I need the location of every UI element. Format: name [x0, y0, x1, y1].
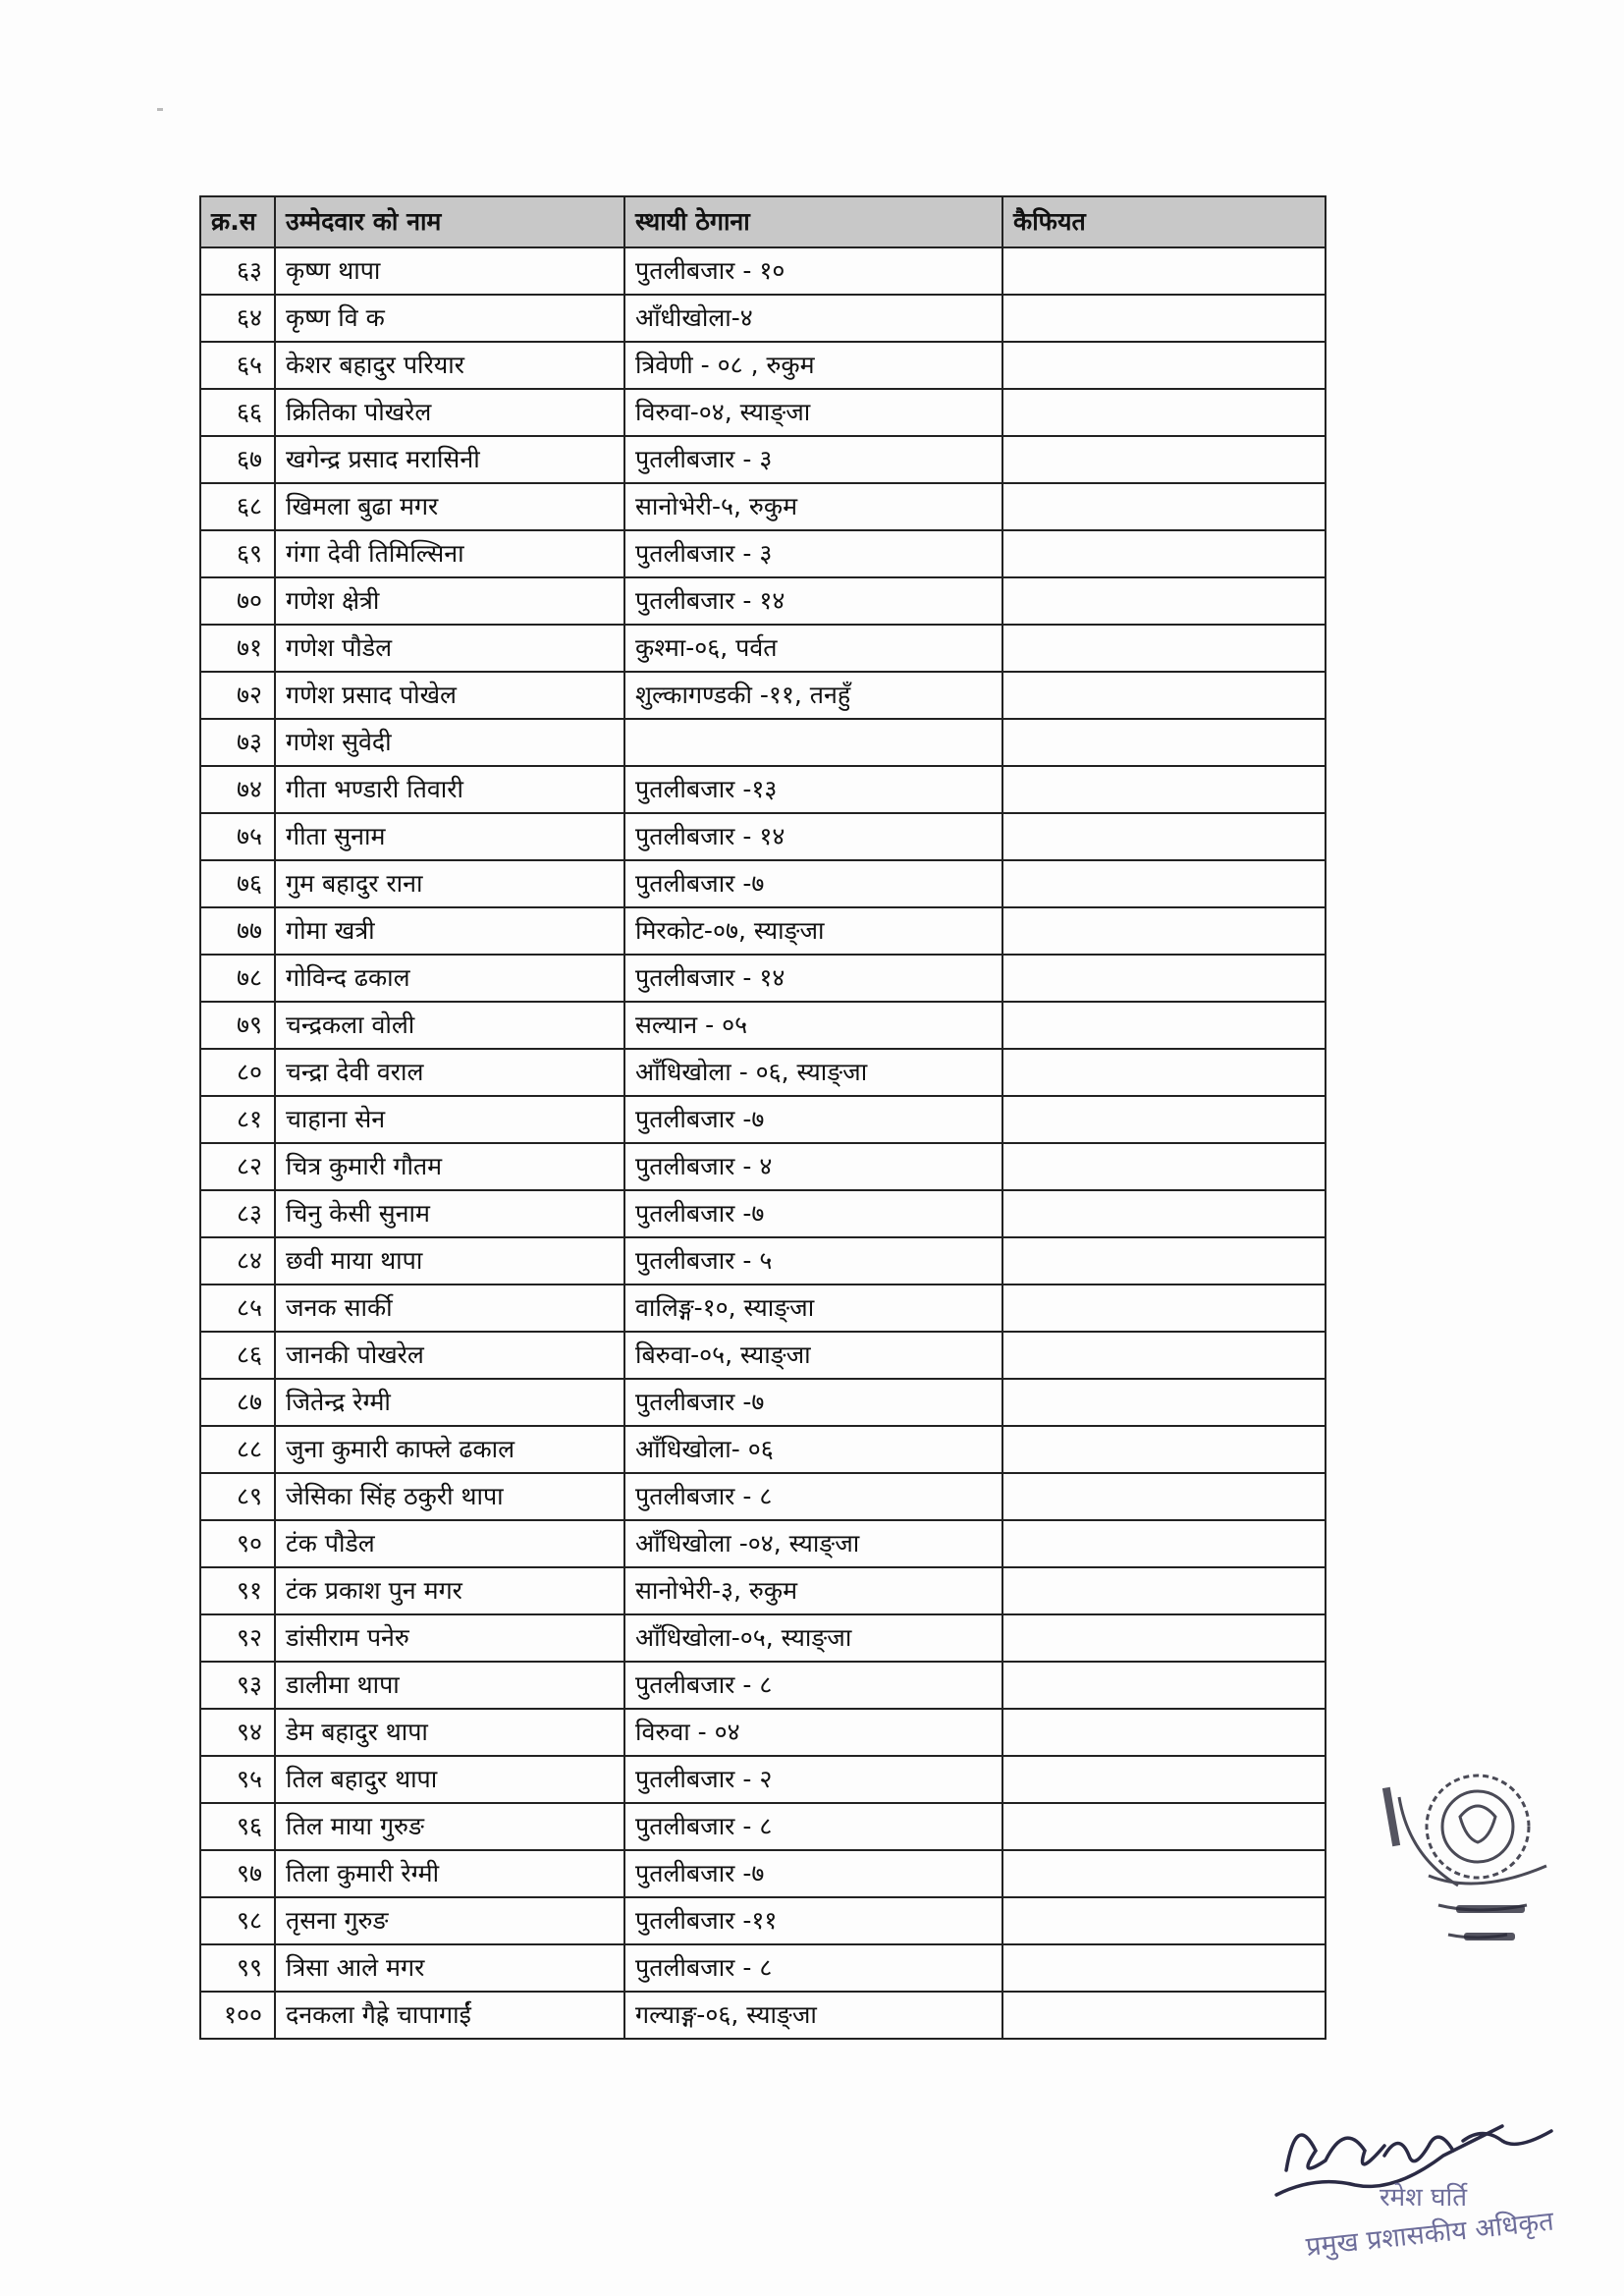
cell-remarks: [1002, 483, 1326, 530]
cell-name: जनक सार्की: [275, 1285, 624, 1332]
table-row: [200, 625, 1326, 672]
cell-remarks: [1002, 342, 1326, 389]
cell-serial: ८४: [200, 1237, 275, 1285]
cell-address: सल्यान - ०५: [624, 1002, 1002, 1049]
cell-remarks: [1002, 1756, 1326, 1803]
cell-name: गीता भण्डारी तिवारी: [275, 766, 624, 813]
table-header-row: [200, 196, 1326, 247]
cell-name: दनकला गैह्रे चापागाईं: [275, 1992, 624, 2039]
cell-name: चन्द्रा देवी वराल: [275, 1049, 624, 1096]
cell-remarks: [1002, 1662, 1326, 1709]
cell-name: टंक पौडेल: [275, 1520, 624, 1567]
table-row: [200, 1426, 1326, 1473]
table-row: [200, 1567, 1326, 1614]
cell-name: गोविन्द ढकाल: [275, 955, 624, 1002]
cell-serial: ६७: [200, 436, 275, 483]
cell-serial: ९८: [200, 1897, 275, 1944]
cell-name: खिमला बुढा मगर: [275, 483, 624, 530]
cell-name: तिल माया गुरुङ: [275, 1803, 624, 1850]
cell-address: पुतलीबजार - २: [624, 1756, 1002, 1803]
header-serial: क्र.स: [200, 196, 275, 247]
cell-name: चित्र कुमारी गौतम: [275, 1143, 624, 1190]
cell-address: पुतलीबजार -७: [624, 860, 1002, 907]
table-row: [200, 1190, 1326, 1237]
cell-serial: ९४: [200, 1709, 275, 1756]
cell-remarks: [1002, 1520, 1326, 1567]
table-row: [200, 1614, 1326, 1662]
header-remarks: कैफियत: [1002, 196, 1326, 247]
cell-address: पुतलीबजार - १४: [624, 813, 1002, 860]
cell-remarks: [1002, 1002, 1326, 1049]
cell-remarks: [1002, 1944, 1326, 1992]
table-row: [200, 1850, 1326, 1897]
cell-serial: ७४: [200, 766, 275, 813]
cell-name: तिल बहादुर थापा: [275, 1756, 624, 1803]
table-row: [200, 1520, 1326, 1567]
signatory-name: रमेश घर्ति: [1380, 2183, 1468, 2213]
table-row: [200, 907, 1326, 955]
table-row: [200, 1285, 1326, 1332]
cell-name: गीता सुनाम: [275, 813, 624, 860]
cell-remarks: [1002, 907, 1326, 955]
cell-address: पुतलीबजार - १४: [624, 955, 1002, 1002]
cell-remarks: [1002, 530, 1326, 577]
cell-address: विरुवा-०४, स्याङ्जा: [624, 389, 1002, 436]
cell-serial: ९५: [200, 1756, 275, 1803]
table-row: [200, 1049, 1326, 1096]
table-row: [200, 1143, 1326, 1190]
table-row: [200, 1803, 1326, 1850]
cell-remarks: [1002, 577, 1326, 625]
cell-address: पुतलीबजार - ८: [624, 1803, 1002, 1850]
cell-name: गोमा खत्री: [275, 907, 624, 955]
cell-name: तिला कुमारी रेग्मी: [275, 1850, 624, 1897]
cell-serial: ७६: [200, 860, 275, 907]
table-row: [200, 1944, 1326, 1992]
cell-name: चन्द्रकला वोली: [275, 1002, 624, 1049]
cell-address: कुश्मा-०६, पर्वत: [624, 625, 1002, 672]
cell-remarks: [1002, 766, 1326, 813]
cell-serial: ७०: [200, 577, 275, 625]
cell-address: पुतलीबजार - ३: [624, 436, 1002, 483]
table-row: [200, 577, 1326, 625]
table-row: [200, 1897, 1326, 1944]
cell-serial: ७५: [200, 813, 275, 860]
table-row: [200, 1662, 1326, 1709]
table-row: [200, 955, 1326, 1002]
cell-address: पुतलीबजार -११: [624, 1897, 1002, 1944]
cell-serial: ८३: [200, 1190, 275, 1237]
cell-name: केशर बहादुर परियार: [275, 342, 624, 389]
cell-address: सानोभेरी-५, रुकुम: [624, 483, 1002, 530]
cell-serial: ८९: [200, 1473, 275, 1520]
table-row: [200, 813, 1326, 860]
cell-name: जेसिका सिंह ठकुरी थापा: [275, 1473, 624, 1520]
cell-remarks: [1002, 389, 1326, 436]
cell-remarks: [1002, 1897, 1326, 1944]
cell-name: गणेश सुवेदी: [275, 719, 624, 766]
cell-name: कृष्ण थापा: [275, 247, 624, 295]
table-row: [200, 247, 1326, 295]
table-row: [200, 860, 1326, 907]
cell-name: चिनु केसी सुनाम: [275, 1190, 624, 1237]
cell-address: आँधिखोला -०४, स्याङ्जा: [624, 1520, 1002, 1567]
office-seal-stamp: [1370, 1758, 1576, 1964]
cell-name: जानकी पोखरेल: [275, 1332, 624, 1379]
cell-remarks: [1002, 1237, 1326, 1285]
table-row: [200, 483, 1326, 530]
cell-address: पुतलीबजार - ३: [624, 530, 1002, 577]
cell-serial: १००: [200, 1992, 275, 2039]
cell-serial: ८१: [200, 1096, 275, 1143]
table-row: [200, 389, 1326, 436]
cell-remarks: [1002, 436, 1326, 483]
cell-address: आँधीखोला-४: [624, 295, 1002, 342]
cell-name: जितेन्द्र रेग्मी: [275, 1379, 624, 1426]
cell-name: डालीमा थापा: [275, 1662, 624, 1709]
cell-address: आँधिखोला- ०६: [624, 1426, 1002, 1473]
cell-address: पुतलीबजार -७: [624, 1096, 1002, 1143]
table-row: [200, 1379, 1326, 1426]
cell-remarks: [1002, 1096, 1326, 1143]
cell-address: शुल्कागण्डकी -११, तनहुँ: [624, 672, 1002, 719]
cell-remarks: [1002, 955, 1326, 1002]
table-row: [200, 719, 1326, 766]
cell-address: आँधिखोला - ०६, स्याङ्जा: [624, 1049, 1002, 1096]
cell-address: पुतलीबजार -७: [624, 1379, 1002, 1426]
table-row: [200, 672, 1326, 719]
cell-serial: ८२: [200, 1143, 275, 1190]
table-row: [200, 1709, 1326, 1756]
cell-serial: ८५: [200, 1285, 275, 1332]
cell-name: कृष्ण वि क: [275, 295, 624, 342]
cell-name: गणेश क्षेत्री: [275, 577, 624, 625]
cell-remarks: [1002, 1850, 1326, 1897]
cell-remarks: [1002, 1049, 1326, 1096]
cell-name: गणेश प्रसाद पोखेल: [275, 672, 624, 719]
cell-remarks: [1002, 719, 1326, 766]
cell-remarks: [1002, 672, 1326, 719]
candidate-table: [199, 195, 1326, 2040]
table-row: [200, 1002, 1326, 1049]
cell-name: डेम बहादुर थापा: [275, 1709, 624, 1756]
cell-serial: ९२: [200, 1614, 275, 1662]
cell-remarks: [1002, 1567, 1326, 1614]
cell-address: पुतलीबजार -७: [624, 1850, 1002, 1897]
cell-address: पुतलीबजार - ५: [624, 1237, 1002, 1285]
cell-name: खगेन्द्र प्रसाद मरासिनी: [275, 436, 624, 483]
cell-address: पुतलीबजार - १०: [624, 247, 1002, 295]
cell-remarks: [1002, 1426, 1326, 1473]
cell-remarks: [1002, 1473, 1326, 1520]
cell-remarks: [1002, 1285, 1326, 1332]
cell-name: टंक प्रकाश पुन मगर: [275, 1567, 624, 1614]
table-row: [200, 766, 1326, 813]
cell-serial: ६९: [200, 530, 275, 577]
cell-remarks: [1002, 1992, 1326, 2039]
cell-serial: ९९: [200, 1944, 275, 1992]
cell-serial: ६८: [200, 483, 275, 530]
cell-address: पुतलीबजार - १४: [624, 577, 1002, 625]
table-row: [200, 1237, 1326, 1285]
cell-remarks: [1002, 1332, 1326, 1379]
cell-serial: ७१: [200, 625, 275, 672]
cell-remarks: [1002, 813, 1326, 860]
cell-serial: ६६: [200, 389, 275, 436]
table-row: [200, 1096, 1326, 1143]
cell-address: विरुवा - ०४: [624, 1709, 1002, 1756]
cell-name: क्रितिका पोखरेल: [275, 389, 624, 436]
cell-serial: ६३: [200, 247, 275, 295]
cell-serial: ७८: [200, 955, 275, 1002]
cell-name: छवी माया थापा: [275, 1237, 624, 1285]
cell-name: त्रिसा आले मगर: [275, 1944, 624, 1992]
cell-serial: ६४: [200, 295, 275, 342]
cell-serial: ९६: [200, 1803, 275, 1850]
cell-name: चाहाना सेन: [275, 1096, 624, 1143]
cell-name: गंगा देवी तिमिल्सिना: [275, 530, 624, 577]
cell-address: पुतलीबजार -१३: [624, 766, 1002, 813]
cell-remarks: [1002, 1190, 1326, 1237]
cell-remarks: [1002, 1709, 1326, 1756]
table-body: [200, 247, 1326, 2039]
header-address: स्थायी ठेगाना: [624, 196, 1002, 247]
cell-address: त्रिवेणी - ०८ , रुकुम: [624, 342, 1002, 389]
signatory-title: प्रमुख प्रशासकीय अधिकृत: [1304, 2206, 1555, 2263]
cell-address: आँधिखोला-०५, स्याङ्जा: [624, 1614, 1002, 1662]
cell-remarks: [1002, 295, 1326, 342]
cell-serial: ९३: [200, 1662, 275, 1709]
cell-remarks: [1002, 247, 1326, 295]
cell-serial: ९७: [200, 1850, 275, 1897]
cell-name: गुम बहादुर राना: [275, 860, 624, 907]
cell-remarks: [1002, 1379, 1326, 1426]
cell-serial: ९०: [200, 1520, 275, 1567]
table-row: [200, 1756, 1326, 1803]
table-row: [200, 530, 1326, 577]
table-row: [200, 1473, 1326, 1520]
cell-address: वालिङ्ग-१०, स्याङ्जा: [624, 1285, 1002, 1332]
cell-remarks: [1002, 1614, 1326, 1662]
table-row: [200, 342, 1326, 389]
cell-serial: ८७: [200, 1379, 275, 1426]
table-row: [200, 1332, 1326, 1379]
cell-remarks: [1002, 860, 1326, 907]
cell-name: डांसीराम पनेरु: [275, 1614, 624, 1662]
cell-address: पुतलीबजार -७: [624, 1190, 1002, 1237]
cell-name: गणेश पौडेल: [275, 625, 624, 672]
scan-speck: [157, 108, 163, 111]
cell-serial: ६५: [200, 342, 275, 389]
cell-remarks: [1002, 625, 1326, 672]
cell-serial: ७३: [200, 719, 275, 766]
cell-serial: ८०: [200, 1049, 275, 1096]
cell-address: मिरकोट-०७, स्याङ्जा: [624, 907, 1002, 955]
cell-name: तृसना गुरुङ: [275, 1897, 624, 1944]
cell-address: पुतलीबजार - ४: [624, 1143, 1002, 1190]
cell-address: सानोभेरी-३, रुकुम: [624, 1567, 1002, 1614]
table-row: [200, 295, 1326, 342]
cell-serial: ८८: [200, 1426, 275, 1473]
cell-address: [624, 719, 1002, 766]
table-row: [200, 436, 1326, 483]
cell-serial: ९१: [200, 1567, 275, 1614]
cell-address: गल्याङ्ग-०६, स्याङ्जा: [624, 1992, 1002, 2039]
cell-remarks: [1002, 1803, 1326, 1850]
cell-serial: ७२: [200, 672, 275, 719]
cell-address: पुतलीबजार - ८: [624, 1944, 1002, 1992]
cell-name: जुना कुमारी काफ्ले ढकाल: [275, 1426, 624, 1473]
cell-remarks: [1002, 1143, 1326, 1190]
cell-address: पुतलीबजार - ८: [624, 1473, 1002, 1520]
cell-serial: ८६: [200, 1332, 275, 1379]
header-name: उम्मेदवार को नाम: [275, 196, 624, 247]
cell-serial: ७९: [200, 1002, 275, 1049]
cell-serial: ७७: [200, 907, 275, 955]
cell-address: बिरुवा-०५, स्याङ्जा: [624, 1332, 1002, 1379]
cell-address: पुतलीबजार - ८: [624, 1662, 1002, 1709]
table-row: [200, 1992, 1326, 2039]
